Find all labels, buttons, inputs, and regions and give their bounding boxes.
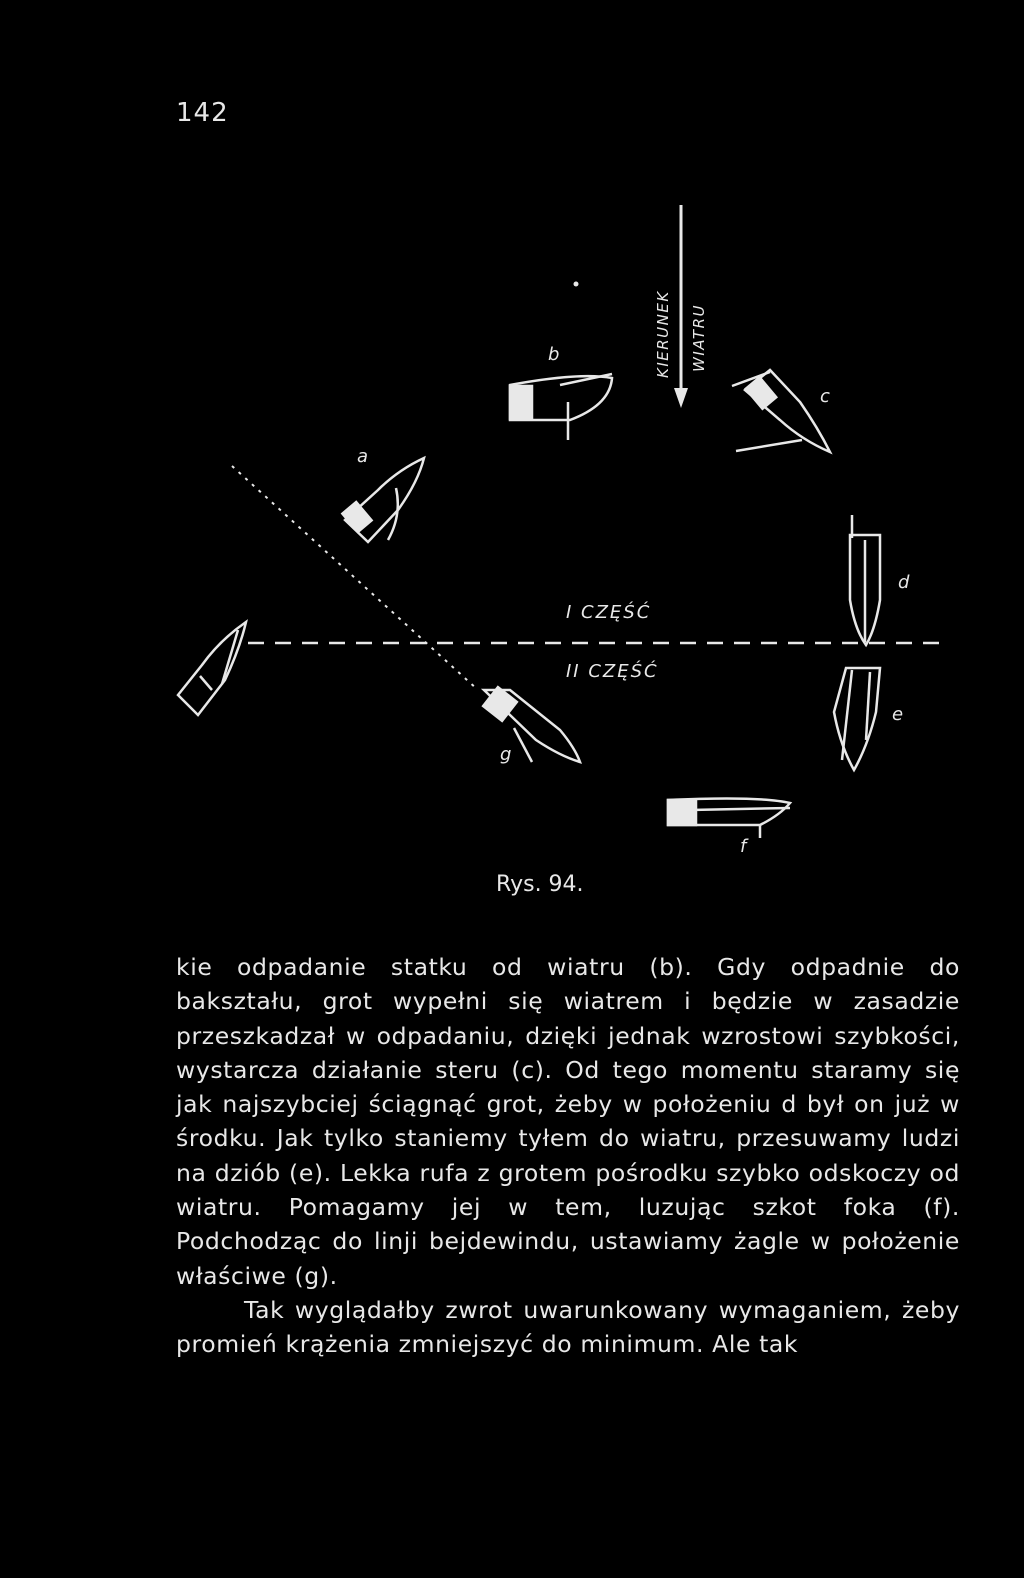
boat-label-b: b [548,344,560,365]
boat-label-e: e [892,704,904,725]
page-number: 142 [176,98,229,128]
boat-label-c: c [820,386,830,407]
boat-e [834,668,880,770]
boat-label-d: d [898,572,910,593]
paragraph: Tak wyglądałby zwrot uwarunkowany wymaganiem, żeby promień krążenia zmniejszyć do minimum. Ale tak [176,1295,960,1359]
boat-b [510,374,612,440]
part-two-label: II CZĘŚĆ [566,661,659,682]
boat-label-f: f [740,836,747,857]
paragraph: kie odpadanie statku od wiatru (b). Gdy odpadnie do bakształu, grot wypełni się wiatrem i będzie w zasadzie przeszkadzał w odpadaniu, dzięki jednak wzrostowi szybkości, wystarcza działanie steru (c). Od tego momentu staramy się jak najszybciej ściągnąć grot, żeby w położeniu d był on już w środku. Jak tylko staniemy tyłem do wiatru, przesuwamy ludzi na dziób (e). Lekka rufa z grotem pośrodku szybko odskoczy od wiatru. Pomagamy jej w tem, luzując szkot foka (f). Podchodząc do linji bejdewindu, ustawiamy żagle w położenie właściwe (g). [176,953,960,1290]
boat-label-a: a [357,446,369,467]
boat-label-g: g [500,744,512,765]
boat-d [850,515,880,645]
figure-caption: Rys. 94. [496,872,584,897]
boat-f [668,799,790,838]
diagonal-dashed-line [232,466,478,690]
wind-label-top: KIERUNEK [654,290,672,378]
boat-c [732,370,830,452]
wind-arrow [674,205,688,408]
boat-g [483,687,580,762]
wind-label-bottom: WIATRU [690,304,708,372]
body-text [176,950,960,1362]
part-one-label: I CZĘŚĆ [566,602,652,623]
boat-start-left [178,622,246,715]
dot-mark [574,282,579,287]
boat-a [342,458,424,542]
